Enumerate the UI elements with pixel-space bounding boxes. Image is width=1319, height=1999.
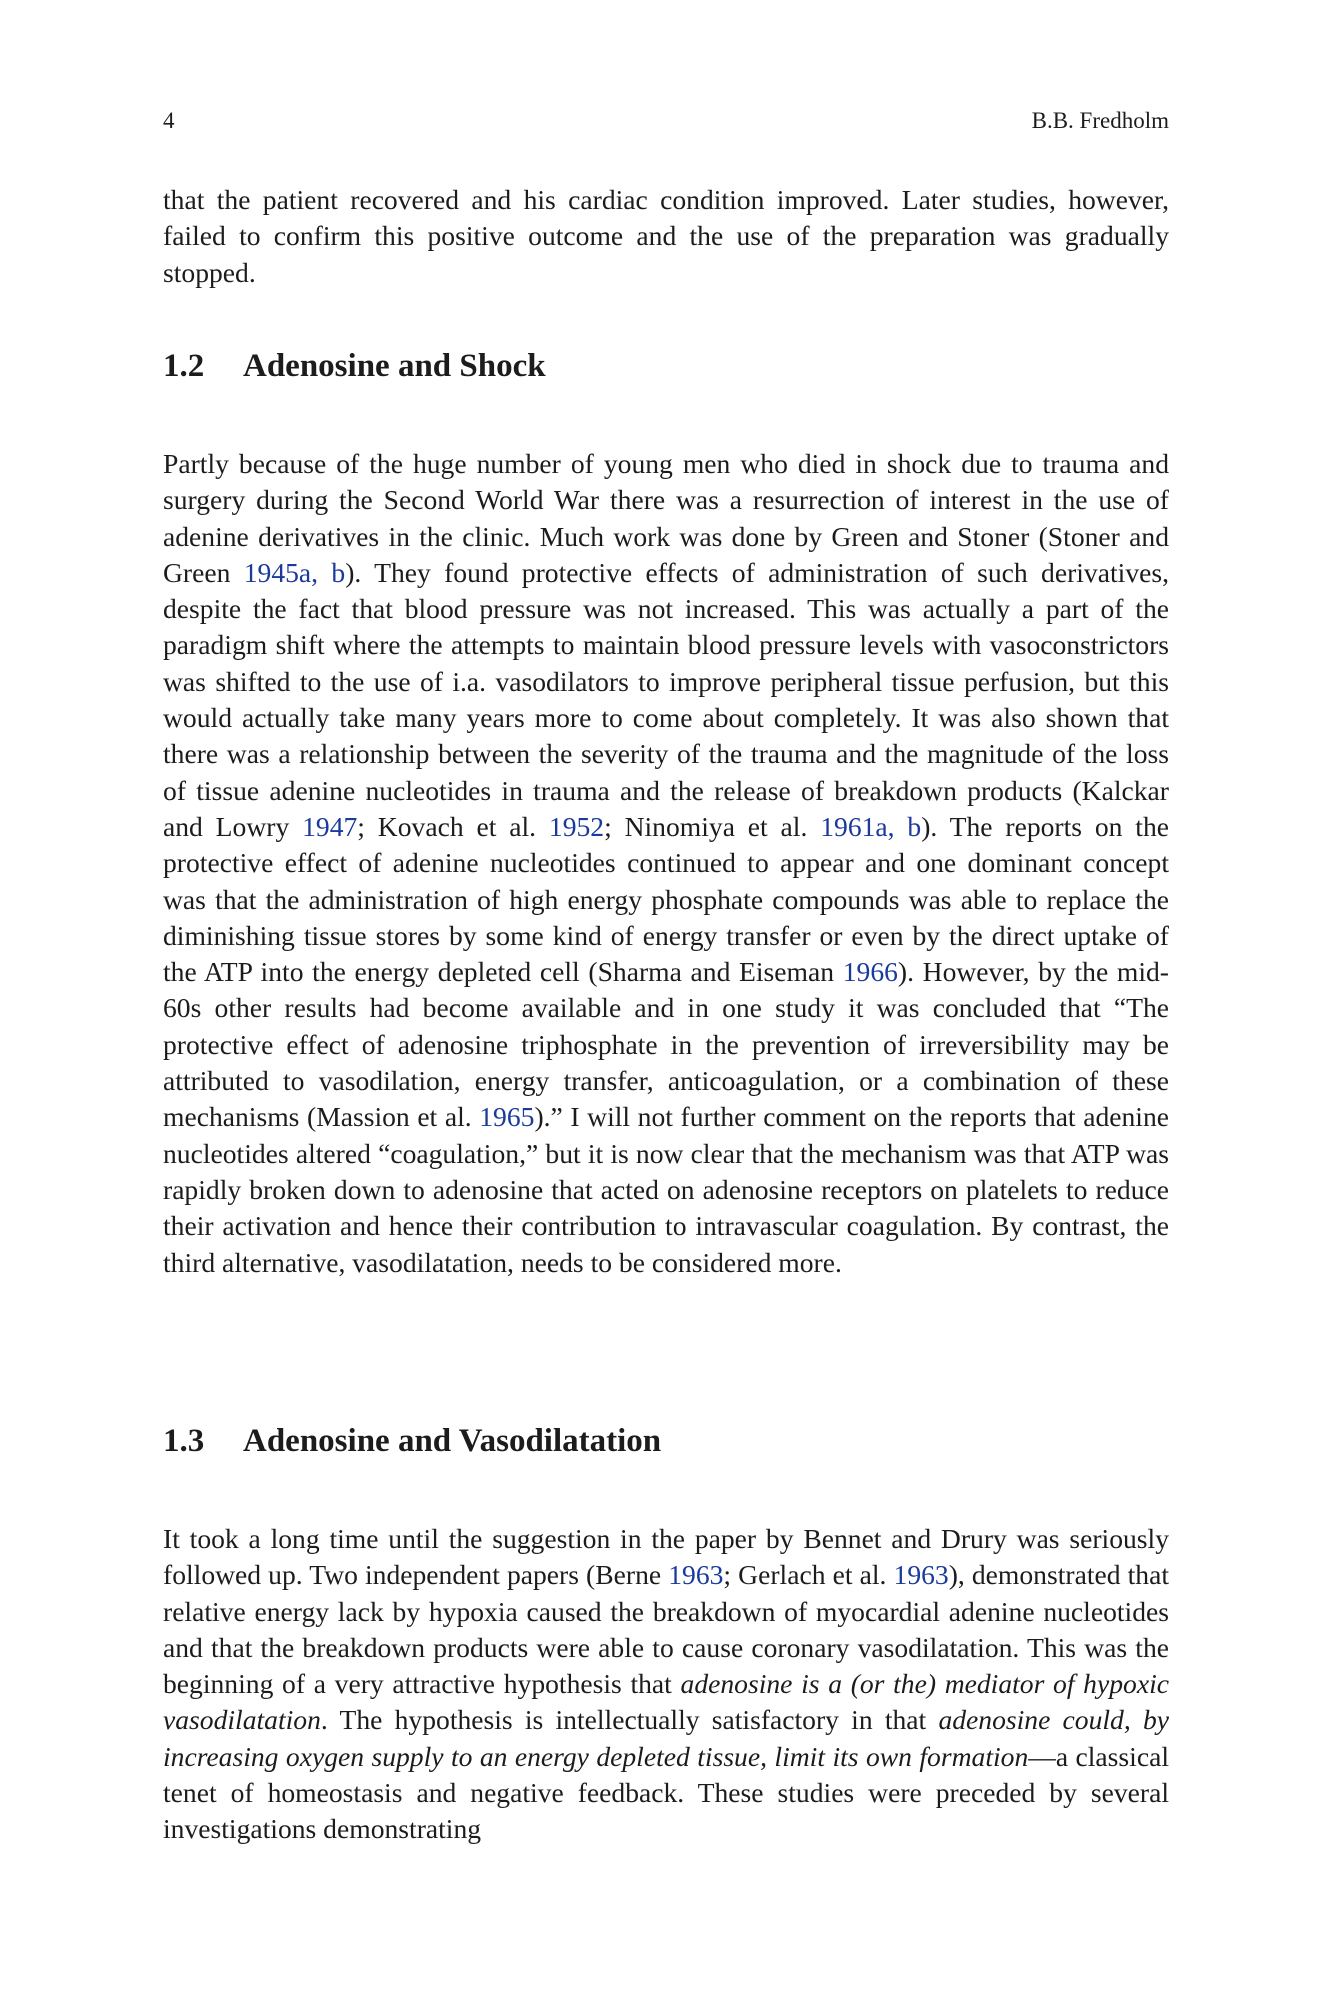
body-text: Partly because of the huge number of young men who died in shock due to trauma and surgery during the Second World War there was a resurrection of interest in the use of adenine derivatives in the clinic. Much work was done by Green and Stoner (Stoner and Green — [163, 448, 1169, 588]
intro-paragraph — [163, 182, 1169, 291]
body-text: ; Ninomiya et al. — [604, 810, 821, 842]
citation-link[interactable]: 1945a, b — [243, 556, 346, 588]
citation-link[interactable]: 1961a, b — [820, 810, 922, 842]
running-head-author: B.B. Fredholm — [1031, 108, 1169, 133]
citation-link[interactable]: 1963 — [893, 1559, 949, 1591]
section-title: Adenosine and Vasodilatation — [243, 1423, 662, 1459]
page-number: 4 — [163, 108, 175, 133]
body-text: ; Kovach et al. — [357, 810, 549, 842]
emphasis-text: adenosine is a (or the) mediator of hypoxic vasodilatation — [163, 1668, 1169, 1736]
section-heading-1-2 — [163, 346, 546, 386]
section-title: Adenosine and Shock — [243, 348, 546, 384]
body-text: ). However, by the mid-60s other results had become available and in one study it was concluded that “The protective effect of adenosine triphosphate in the prevention of irreversibility may be attributed to vasodilation, energy transfer, anticoagulation, or a combination of these mechanisms (Massion et al. — [163, 956, 1169, 1133]
citation-link[interactable]: 1965 — [479, 1101, 535, 1133]
body-text: ; Gerlach et al. — [723, 1559, 894, 1591]
body-text: ). They found protective effects of administration of such derivatives, despite the fact that blood pressure was not increased. This was actually a part of the paradigm shift where the attempts to maintain blood pressure levels with vasoconstrictors was shifted to the use of i.a. vasodilators to improve peripheral tissue perfusion, but this would actually take many years more to come about completely. It was also shown that there was a relationship between the severity of the trauma and the magnitude of the loss of tissue adenine nucleotides in trauma and the release of breakdown products (Kalckar and Lowry — [163, 556, 1169, 842]
body-text: ). The reports on the protective effect of adenine nucleotides continued to appear and one dominant concept was that the administration of high energy phosphate compounds was able to replace the diminishing tissue stores by some kind of energy transfer or even by the direct uptake of the ATP into the energy depleted cell (Sharma and Eiseman — [163, 810, 1169, 988]
section-number: 1.3 — [163, 1423, 205, 1459]
body-text: ).” I will not further comment on the reports that adenine nucleotides altered “coagulation,” but it is now clear that the mechanism was that ATP was rapidly broken down to adenosine that acted on adenosine receptors on platelets to reduce their activation and hence their contribution to intravascular coagulation. By contrast, the third alternative, vasodilatation, needs to be considered more. — [163, 1101, 1170, 1278]
emphasis-text: adenosine could, by increasing oxygen supply to an energy depleted tissue, limit its own formation — [163, 1704, 1169, 1772]
intro-text: that the patient recovered and his cardiac condition improved. Later studies, however, failed to confirm this positive outcome and the use of the preparation was gradually stopped. — [163, 184, 1169, 288]
section-1-3-paragraph — [163, 1521, 1169, 1848]
section-number: 1.2 — [163, 348, 205, 384]
citation-link[interactable]: 1952 — [548, 810, 605, 842]
section-1-2-paragraph — [163, 446, 1169, 1281]
body-text: It took a long time until the suggestion in the paper by Bennet and Drury was seriously followed up. Two independent papers (Berne — [163, 1523, 1169, 1591]
body-text: . The hypothesis is intellectually satisfactory in that — [320, 1704, 939, 1736]
citation-link[interactable]: 1947 — [302, 810, 358, 842]
body-text: ), demonstrated that relative energy lack by hypoxia caused the breakdown of myocardial adenine nucleotides and that the breakdown products were able to cause coronary vasodilatation. This was the beginning of a very attractive hypothesis that — [163, 1559, 1170, 1700]
citation-link[interactable]: 1966 — [842, 956, 898, 988]
section-heading-1-3 — [163, 1421, 661, 1461]
body-text: —a classical tenet of homeostasis and negative feedback. These studies were preceded by several investigations demonstrating — [163, 1740, 1169, 1845]
citation-link[interactable]: 1963 — [668, 1559, 724, 1591]
